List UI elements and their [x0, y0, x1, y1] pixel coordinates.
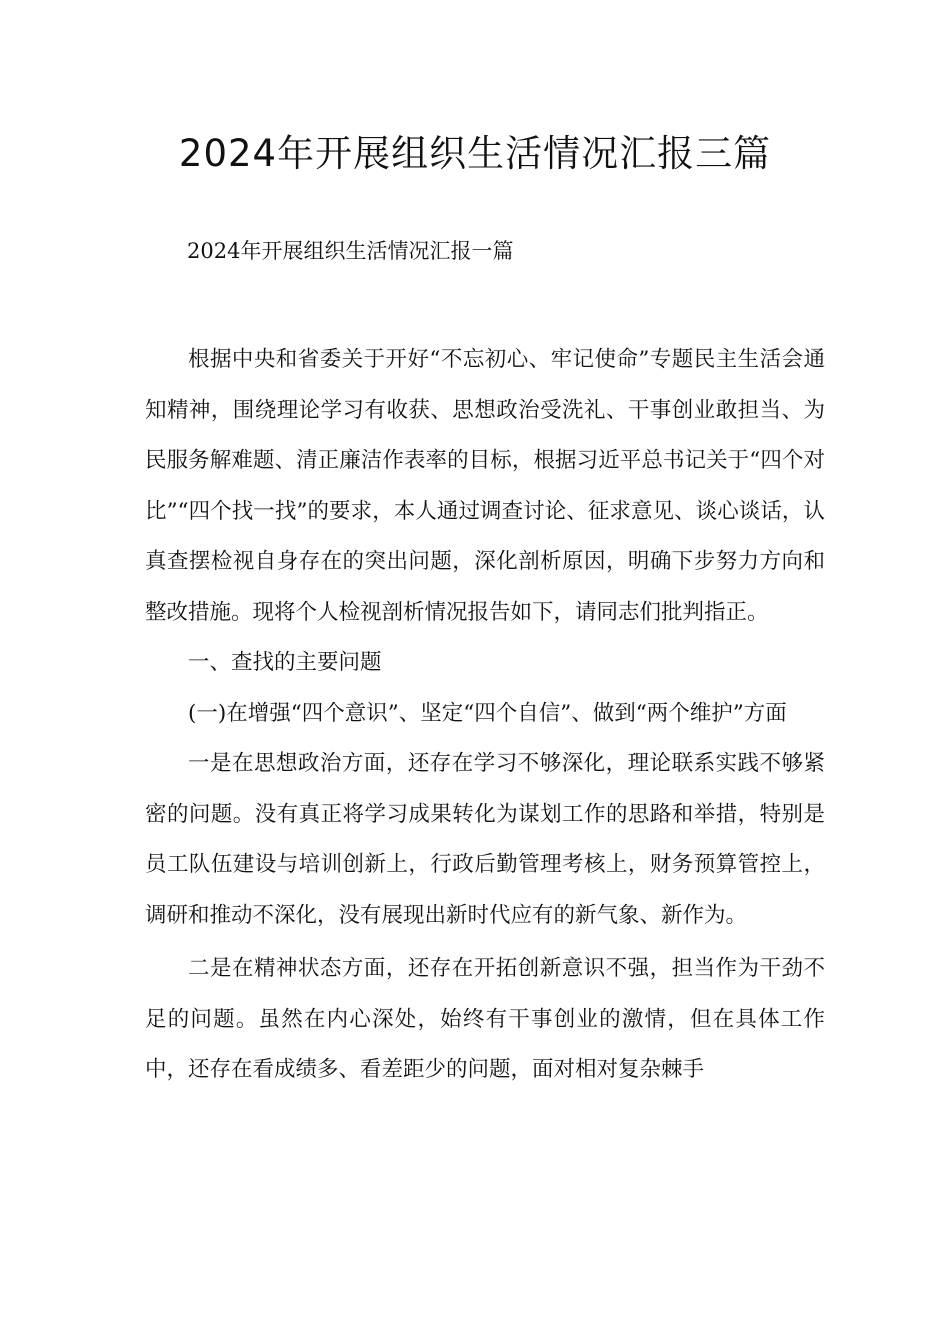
section-heading: 一、查找的主要问题 — [188, 650, 382, 675]
document-title: 2024年开展组织生活情况汇报三篇 — [178, 132, 772, 175]
document-subtitle: 2024年开展组织生活情况汇报一篇 — [187, 239, 514, 263]
subsection-heading: (一)在增强“四个意识”、坚定“四个自信”、做到“两个维护”方面 — [188, 700, 787, 726]
paragraph-intro: 根据中央和省委关于开好“不忘初心、牢记使命”专题民主生活会通知精神，围绕理论学习有收获、思想政治受洗礼、干事创业敢担当、为民服务解难题、清正廉洁作表率的目标，根据习近平总书记关于“四个对比”“四个找一找”的要求，本人通过调查讨论、征求意见、谈心谈话，认真查摆检视自身存在的突出问题，深化剖析原因，明确下步努力方向和整改措施。现将个人检视剖析情况报告如下，请同志们批判指正。 — [145, 347, 825, 625]
paragraph-point-one: 一是在思想政治方面，还存在学习不够深化，理论联系实践不够紧密的问题。没有真正将学习成果转化为谋划工作的思路和举措，特别是员工队伍建设与培训创新上，行政后勤管理考核上，财务预算管控上，调研和推动不深化，没有展现出新时代应有的新气象、新作为。 — [145, 751, 825, 928]
paragraph-point-two: 二是在精神状态方面，还存在开拓创新意识不强，担当作为干劲不足的问题。虽然在内心深处，始终有干事创业的激情，但在具体工作中，还存在看成绩多、看差距少的问题，面对相对复杂棘手 — [145, 956, 825, 1082]
document-body — [145, 335, 825, 1096]
